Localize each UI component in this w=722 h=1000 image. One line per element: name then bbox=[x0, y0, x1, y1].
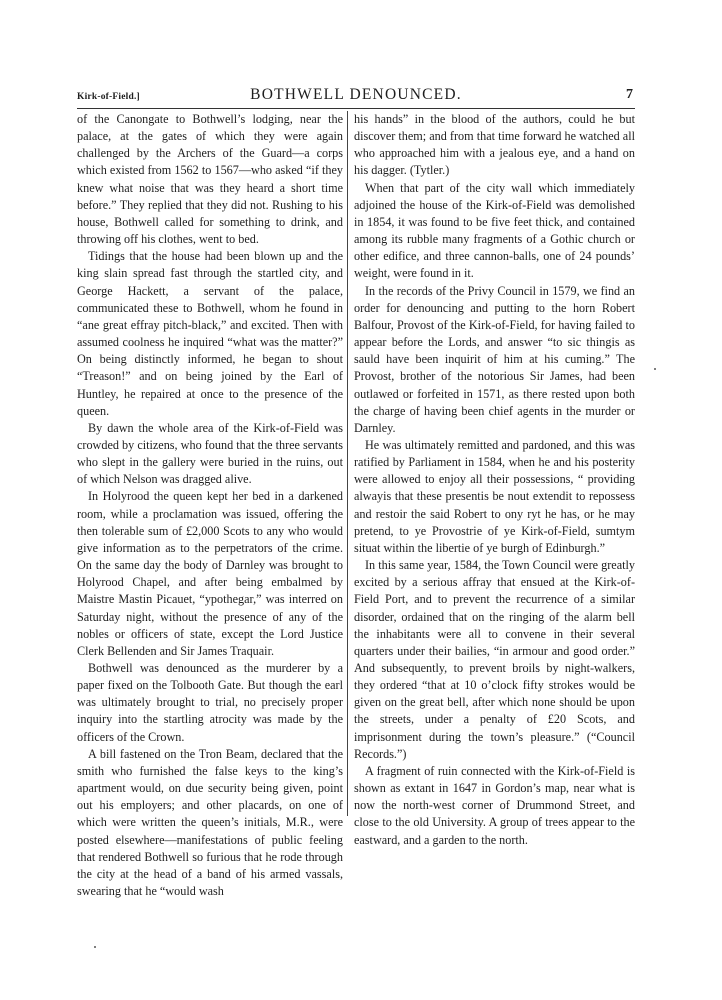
running-header bbox=[77, 86, 635, 109]
paragraph: of the Canongate to Bothwell’s lodging, near the palace, at the gates of which they were again challenged by the Archers of the Guard—a corps which existed from 1562 to 1567—who asked “if they knew what noise that was they heard a short time before.” They replied that they did not. Rushing to his house, Bothwell called for something to drink, and throwing off his clothes, went to bed. bbox=[77, 112, 343, 247]
page-number: 7 bbox=[626, 87, 633, 102]
paragraph: He was ultimately remitted and pardoned, and this was ratified by Parliament in 1584, when he and his posterity were allowed to enjoy all their possessions, “ providing alwayis that these presentis be nout extendit to repossess and restoir the said Robert to ony ryt he has, or he may pretend, to ye Provostrie of ye Kirk-of-Field, sumtym situat within the libertie of ye burgh of Edinburgh.” bbox=[354, 437, 635, 555]
column-divider bbox=[347, 111, 348, 816]
page-title: BOTHWELL DENOUNCED. bbox=[250, 86, 462, 103]
paragraph: In the records of the Privy Council in 1579, we find an order for denouncing and putting to the horn Robert Balfour, Provost of the Kirk-of-Field, for having failed to appear before the Lords, and answer “to sic thingis as sauld have been inquirit of him at his cuming.” The Provost, brother of the notorious Sir James, had been outlawed or forfeited in 1571, as there rested upon both the charge of having been chief agents in the murder or Darnley. bbox=[354, 283, 635, 435]
paragraph: Tidings that the house had been blown up and the king slain spread fast through the startled city, and George Hackett, a servant of the palace, communicated these to Bothwell, whom he found in “ane great effray pitch-black,” and excited. Then with assumed coolness he inquired “what was the matter?” On being distinctly informed, he began to shout “Treason!” and on being joined by the Earl of Huntley, he repaired at once to the presence of the queen. bbox=[77, 249, 343, 418]
paragraph: In this same year, 1584, the Town Council were greatly excited by a serious affray that ensued at the Kirk-of-Field Port, and to prevent the recurrence of a similar disorder, ordained that on the ringing of the alarm bell the inhabitants were all to convene in their several quarters under their bailies, “in armour and good order.” And subsequently, to prevent broils by night-walkers, they ordered “that at 10 o’clock fifty strokes would be given on the great bell, after which none should be upon the streets, under a penalty of £20 Scots, and imprisonment during the town’s pleasure.” (“Council Records.”) bbox=[354, 558, 635, 761]
paragraph: A bill fastened on the Tron Beam, declared that the smith who furnished the false keys to the king’s apartment would, on due security being given, point out his employers; and other placards, on one of which were written the queen’s initials, M.R., were posted elsewhere—manifestations of public feeling that rendered Bothwell so furious that he rode through the city at the head of a band of his armed vassals, swearing that he “would wash bbox=[77, 746, 343, 899]
paragraph: In Holyrood the queen kept her bed in a darkened room, while a proclamation was issued, offering the then tolerable sum of £2,000 Scots to any who would give information as to the perpetrators of the crime. On the same day the body of Darnley was brought to Holyrood Chapel, and after being embalmed by Maistre Mastin Picauet, “ypothegar,” was interred on Saturday night, without the presence of any of the nobles or officers of state, except the Lord Justice Clerk Bellenden and Sir James Traquair. bbox=[77, 489, 343, 658]
left-column bbox=[77, 111, 343, 900]
paragraph: his hands” in the blood of the authors, could he but discover them; and from that time forward he watched all who approached him with a jealous eye, and a hand on his dagger. (Tytler.) bbox=[354, 112, 635, 178]
paragraph: When that part of the city wall which immediately adjoined the house of the Kirk-of-Field was demolished in 1854, it was found to be five feet thick, and contained among its rubble many fragments of a Gothic church or other edifice, and three cannon-balls, one of 24 pounds’ weight, were found in it. bbox=[354, 180, 635, 281]
right-column bbox=[354, 111, 635, 849]
paragraph: A fragment of ruin connected with the Kirk-of-Field is shown as extant in 1647 in Gordon’s map, near what is now the north-west corner of Drummond Street, and close to the old University. A group of trees appear to the eastward, and a garden to the north. bbox=[354, 763, 635, 847]
page-speck bbox=[94, 946, 96, 948]
paragraph: Bothwell was denounced as the murderer by a paper fixed on the Tolbooth Gate. But though the earl was ultimately brought to trial, no precisely proper inquiry into the startling atrocity was made by the officers of the Crown. bbox=[77, 661, 343, 744]
paragraph: By dawn the whole area of the Kirk-of-Field was crowded by citizens, who found that the three servants who slept in the gallery were buried in the ruins, out of which Nelson was dragged alive. bbox=[77, 420, 343, 487]
section-label: Kirk-of-Field.] bbox=[77, 92, 140, 102]
page-speck bbox=[654, 368, 656, 370]
